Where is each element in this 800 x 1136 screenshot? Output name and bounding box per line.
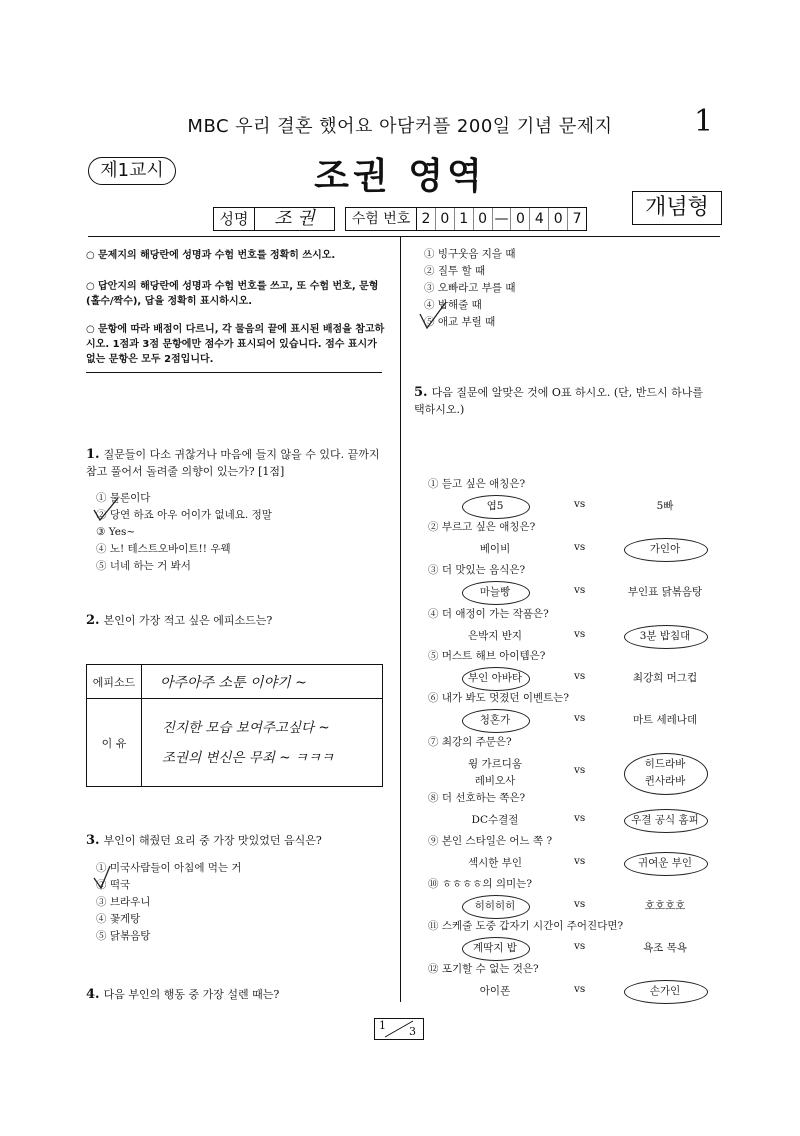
q4-option[interactable]: ① 빙구웃음 지을 때 [424,248,516,260]
episode-label: 에피소드 [87,665,142,699]
q5-choice-a[interactable]: 히히히히 [474,900,516,912]
q1-option[interactable]: ⑤ 너네 하는 거 봐서 [96,560,191,572]
exam-number-box [345,207,587,231]
exam-digit: 4 [530,208,549,230]
q5-choice-a[interactable]: DC수결절 [471,814,519,826]
q5-choice-b[interactable]: 호호호호 [644,900,686,912]
question-3: 3. 부인이 해줬던 요리 중 가장 맛있었던 음식은? [86,833,322,848]
answer-circle-mark [624,538,708,562]
vs-label: vs [574,898,586,910]
reason-line: 조권의 변신은 무죄 ~ ㅋㅋㅋ [162,749,334,766]
q3-check-mark [92,862,122,890]
reason-label: 이 유 [87,699,142,787]
answer-circle-mark [462,709,530,733]
q5-choice-b[interactable]: 히드라바 퀸사라바 [644,758,686,787]
q4-option[interactable]: ⑤ 애교 부릴 때 [424,316,496,328]
q5-choice-a[interactable]: 청혼가 [479,714,511,726]
q3-option[interactable]: ④ 꽃게탕 [96,913,141,925]
q5-choice-b[interactable]: 귀여운 부인 [637,857,693,869]
answer-circle-mark [462,895,530,919]
exam-digit: 0 [436,208,455,230]
page-total: 3 [409,1025,416,1038]
answer-circle-mark [624,852,708,876]
q4-option[interactable]: ② 질투 할 때 [424,265,486,277]
q4-option[interactable]: ④ 밥해줄 때 [424,299,482,311]
answer-circle-mark [624,980,708,1004]
vs-label: vs [574,983,586,995]
q5-choice-b[interactable]: 최강희 머그컵 [632,672,698,684]
page-number: 1 [694,104,714,139]
reason-answer [142,699,383,787]
q5-item-question: ⑩ ㅎㅎㅎㅎ의 의미는? [428,878,532,890]
q5-item-question: ⑥ 내가 봐도 멋졌던 이벤트는? [428,692,570,704]
q5-choice-a[interactable]: 베이비 [479,543,511,555]
answer-circle-mark [462,495,530,519]
q3-option[interactable]: ② 떡국 [96,879,131,891]
q1-option[interactable]: ④ 노! 테스트오바이트!! 우웩 [96,543,231,555]
question-1: 1. 질문들이 다소 귀찮거나 마음에 들지 않을 수 있다. 끝까지 참고 풀어서 돌려줄 의향이 있는가? [1점] [86,447,380,478]
header-divider [88,236,720,237]
vs-label: vs [574,628,586,640]
question-4: 4. 다음 부인의 행동 중 가장 설렌 때는? [86,987,280,1002]
answer-circle-mark [624,625,708,649]
question-5: 5. 다음 질문에 알맞은 것에 O표 하시오. (단, 반드시 하나를 택하시오.) [414,385,703,416]
column-divider [400,236,401,1002]
instruction-2: ○ 답안지의 해당란에 성명과 수험 번호를 쓰고, 또 수험 번호, 문형(홀수/짝수), 답을 정확히 표시하시오. [86,281,379,307]
q5-choice-b[interactable]: 부인표 닭볶음탕 [627,586,703,598]
q5-choice-b[interactable]: 욕조 목욕 [643,942,687,954]
answer-circle-mark [624,809,708,833]
name-label: 성명 [214,208,255,230]
q5-choice-a[interactable]: 은박지 반지 [467,630,523,642]
q1-option[interactable]: ③ Yes~ [96,526,136,538]
answer-circle-mark [624,753,708,795]
vs-label: vs [574,855,586,867]
answer-circle-mark [462,937,530,961]
vs-label: vs [574,584,586,596]
vs-label: vs [574,764,586,776]
q3-option[interactable]: ⑤ 닭볶음탕 [96,930,151,942]
vs-label: vs [574,812,586,824]
type-box: 개념형 [632,191,722,225]
q4-check-mark [418,300,450,332]
exam-title: MBC 우리 결혼 했어요 아담커플 200일 기념 문제지 [187,116,613,137]
exam-digit: 0 [511,208,530,230]
q5-choice-a[interactable]: 마늘빵 [479,586,511,598]
exam-digit: 0 [549,208,568,230]
page-indicator [374,1018,424,1040]
question-2: 2. 본인이 가장 적고 싶은 에피소드는? [86,613,273,628]
q5-choice-a[interactable]: 부인 아바타 [467,672,523,684]
q5-item-question: ② 부르고 싶은 애칭은? [428,521,536,533]
vs-label: vs [574,940,586,952]
exam-digit: 7 [572,211,582,227]
episode-table [86,664,383,787]
q5-item-question: ③ 더 맛있는 음식은? [428,564,526,576]
q5-choice-b[interactable]: 마트 세레나데 [632,714,698,726]
q1-option[interactable]: ① 물론이다 [96,492,151,504]
q5-choice-a[interactable]: 아이폰 [479,985,511,997]
q5-item-question: ⑧ 더 선호하는 쪽은? [428,792,526,804]
q4-option[interactable]: ③ 오빠라고 부를 때 [424,282,516,294]
q1-check-mark [92,496,122,524]
episode-answer: 아주아주 소툰 이야기 ~ [142,665,383,699]
instruction-1: ○ 문제지의 해당란에 성명과 수험 번호를 정확히 쓰시오. [86,250,336,261]
q5-item-question: ① 듣고 싶은 애칭은? [428,478,526,490]
exam-digit: 2 [417,208,436,230]
reason-line: 진지한 모습 보여주고싶다 ~ [162,719,330,736]
instruction-divider [86,372,382,373]
name-box [213,207,335,231]
q5-item-question: ⑦ 최강의 주문은? [428,736,512,748]
q5-item-question: ⑪ 스케줄 도중 갑자기 시간이 주어진다면? [428,920,624,932]
q5-choice-b[interactable]: 가인아 [649,543,681,555]
exam-number-label: 수험 번호 [346,208,417,230]
q5-choice-b[interactable]: 손가인 [649,985,681,997]
q5-choice-a[interactable]: 윙 가르디움 레비오사 [467,758,523,787]
exam-digit: — [493,208,512,230]
vs-label: vs [574,498,586,510]
q1-option[interactable]: ② 당연 하죠 아우 어이가 없네요. 정말 [96,509,272,521]
q5-item-question: ⑫ 포기할 수 없는 것은? [428,963,539,975]
vs-label: vs [574,712,586,724]
name-value: 조 권 [274,208,315,229]
vs-label: vs [574,670,586,682]
page-current: 1 [379,1019,386,1032]
instruction-3: ○ 문항에 따라 배점이 다르니, 각 물음의 끝에 표시된 배점을 참고하시오. 1점과 3점 문항에만 점수가 표시되어 있습니다. 점수 표시가 없는 문항은 모두 2점입니다. [86,324,385,365]
q5-item-question: ④ 더 애정이 가는 작품은? [428,608,549,620]
q5-choice-a[interactable]: 엽5 [486,500,504,512]
area-title: 조권 영역 [314,156,486,197]
q3-option[interactable]: ③ 브라우니 [96,896,151,908]
q5-item-question: ⑤ 머스트 해브 아이템은? [428,650,546,662]
answer-circle-mark [462,667,530,691]
exam-digit: 0 [474,208,493,230]
answer-circle-mark [462,581,530,605]
q5-item-question: ⑨ 본인 스타일은 어느 쪽 ? [428,835,553,847]
exam-digit: 1 [455,208,474,230]
q5-choice-b[interactable]: 5빠 [656,500,674,512]
session-badge: 제1교시 [88,157,176,185]
q5-choice-a[interactable]: 계딱지 밥 [473,942,517,954]
q3-option[interactable]: ① 미국사람들이 아침에 먹는 거 [96,862,242,874]
q5-choice-b[interactable]: 우결 공식 홈피 [631,814,699,826]
vs-label: vs [574,541,586,553]
q5-choice-a[interactable]: 섹시한 부인 [467,857,523,869]
q5-choice-b[interactable]: 3분 밥침대 [639,630,691,642]
